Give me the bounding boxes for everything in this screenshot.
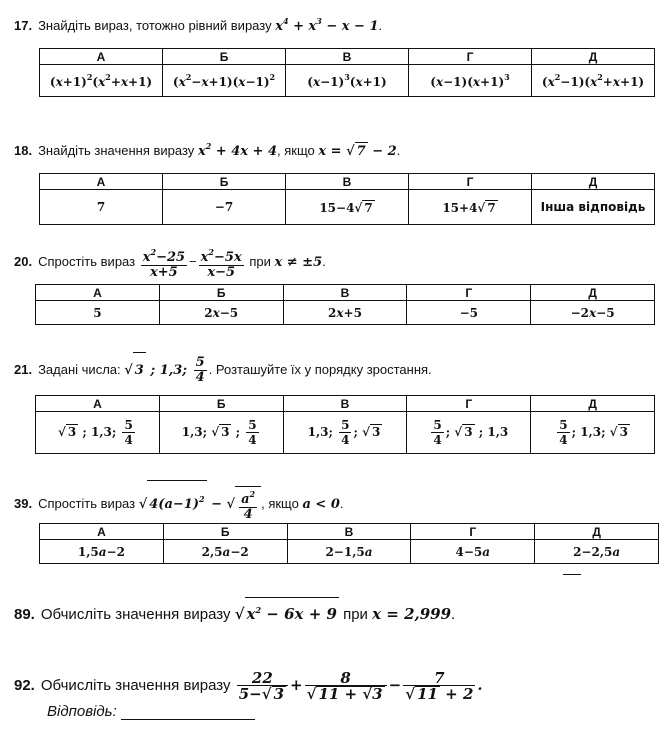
question-number: 21. [14, 362, 33, 377]
option-e: $(x^2-1)(x^2+x+1)$ [532, 65, 655, 97]
header-row [40, 174, 655, 190]
option-d-header: Г [409, 174, 532, 190]
answer-row [36, 412, 655, 454]
answer-label: Відповідь [47, 703, 113, 720]
option-b-header: Б [163, 49, 286, 65]
option-d: 15+4√ 7 [409, 190, 532, 225]
option-a: 1,5a−2 [40, 540, 164, 564]
question-21 [14, 352, 654, 389]
option-a-header: А [36, 285, 160, 301]
option-b: $(x^2-x+1)(x-1)^2$ [163, 65, 286, 97]
answer-table-18 [39, 173, 655, 225]
option-e: $\frac{5}{4}$ ; 1,3; √ 3 [531, 412, 655, 454]
answer-table-39 [39, 523, 659, 564]
option-d-header: Г [407, 285, 531, 301]
option-d: −5 [407, 301, 531, 325]
numbers: √ 3 ; 1,3; $\frac{5}{4}$ [124, 363, 208, 378]
option-b: 2,5a−2 [163, 540, 287, 564]
question-number: 92. [14, 677, 35, 694]
question-text: Знайдіть вираз, тотожно рівний виразу [38, 18, 272, 33]
question-text: Спростіть вираз [38, 496, 136, 511]
question-39: 39. Спростіть вираз √ $4(a-1)^2$ − √ $\frac{a^2}{4}$ , якщо a < 0. [14, 480, 654, 523]
option-b-header: Б [163, 174, 286, 190]
question-text: Спростіть вираз [38, 254, 136, 269]
question-text: Знайдіть значення виразу [38, 143, 195, 158]
expression: √ $x^2 - 6x + 9$ [235, 605, 339, 623]
question-text: Обчисліть значення виразу [40, 606, 231, 623]
header-row [40, 49, 655, 65]
option-e-header: Д [531, 396, 655, 412]
expression: $\frac{22}{5-√ 3}$ + $\frac{8}{√ 11 + √3}$ − $\frac{7}{√ 11 + 2}$ . [238, 669, 483, 703]
option-a-header: А [40, 49, 163, 65]
question-number: 20. [14, 254, 33, 269]
option-b-header: Б [163, 524, 287, 540]
condition-text: при [249, 254, 271, 269]
option-b: 2x−5 [159, 301, 283, 325]
fraction-2: $\frac{x^2-5x}{x-5}$ [200, 247, 242, 281]
option-e: −2x−5 [531, 301, 655, 325]
option-a: √ 3 ; 1,3; $\frac{5}{4}$ [36, 412, 160, 454]
fraction-1: $\frac{x^2-25}{x+5}$ [142, 247, 186, 281]
answer-line: Відповідь: [47, 703, 255, 720]
option-a: $(x+1)^2(x^2+x+1)$ [40, 65, 163, 97]
question-17: 17. Знайдіть вираз, тотожно рівний виразу $x^4 + x^3 - x - 1$. [14, 16, 383, 34]
condition: x = 2,999 [372, 605, 452, 623]
option-d: $\frac{5}{4}$ ; √ 3 ; 1,3 [407, 412, 531, 454]
option-c-header: В [286, 49, 409, 65]
expression: √ $4(a-1)^2$ − √ $\frac{a^2}{4}$ [139, 497, 261, 512]
answer-row [40, 190, 655, 225]
condition-text: , якщо [277, 143, 315, 158]
option-e-header: Д [531, 285, 655, 301]
condition: x ≠ ±5 [274, 255, 323, 270]
question-20: 20. Спростіть вираз $\frac{x^2-25}{x+5}$ − $\frac{x^2-5x}{x-5}$ при x ≠ ±5. [14, 247, 326, 281]
question-number: 39. [14, 496, 33, 511]
question-number: 89. [14, 606, 35, 623]
answer-row [36, 301, 655, 325]
option-e-header: Д [532, 174, 655, 190]
option-d-header: Г [407, 396, 531, 412]
header-row [36, 396, 655, 412]
answer-table-21 [35, 395, 655, 454]
option-e-header: Д [532, 49, 655, 65]
question-text: Задані числа: [38, 362, 121, 377]
question-18: 18. Знайдіть значення виразу $x^2 + 4x + 4$, якщо x = √ 7 − 2. [14, 141, 401, 159]
expression: $x^4 + x^3 - x - 1$ [275, 16, 379, 34]
option-d: 4−5a [411, 540, 535, 564]
condition-text: , якщо [261, 496, 299, 511]
option-c-header: В [283, 285, 407, 301]
question-92 [14, 663, 654, 708]
expression: $x^2 + 4x + 4$ [197, 141, 278, 159]
answer-row [40, 540, 659, 564]
header-row [36, 285, 655, 301]
answer-table-20 [35, 284, 655, 325]
answer-table-17 [39, 48, 655, 97]
option-b: −7 [163, 190, 286, 225]
stray-mark [563, 574, 581, 575]
answer-blank[interactable] [121, 705, 255, 720]
option-e: Інша відповідь [532, 190, 655, 225]
option-c: 2−1,5a [287, 540, 411, 564]
option-c-header: В [283, 396, 407, 412]
option-d: $(x-1)(x+1)^3$ [409, 65, 532, 97]
option-e-header: Д [535, 524, 659, 540]
option-e: 2−2,5a [535, 540, 659, 564]
option-b: 1,3; √ 3 ; $\frac{5}{4}$ [159, 412, 283, 454]
question-89: 89. Обчисліть значення виразу √ $x^2 - 6x + 9$ при x = 2,999. [14, 597, 654, 627]
condition: a < 0 [302, 497, 340, 512]
option-d-header: Г [409, 49, 532, 65]
question-text: Обчисліть значення виразу [40, 677, 231, 694]
option-a-header: А [40, 174, 163, 190]
option-c: 15−4√ 7 [286, 190, 409, 225]
option-c-header: В [287, 524, 411, 540]
option-a: 5 [36, 301, 160, 325]
condition: x = √ 7 − 2 [318, 144, 397, 159]
option-a-header: А [40, 524, 164, 540]
option-c: $(x-1)^3(x+1)$ [286, 65, 409, 97]
option-c-header: В [286, 174, 409, 190]
option-b-header: Б [159, 285, 283, 301]
option-a-header: А [36, 396, 160, 412]
option-a: 7 [40, 190, 163, 225]
option-c: 2x+5 [283, 301, 407, 325]
header-row [40, 524, 659, 540]
option-d-header: Г [411, 524, 535, 540]
option-b-header: Б [159, 396, 283, 412]
question-number: 18. [14, 143, 33, 158]
condition-text: при [343, 606, 368, 623]
option-c: 1,3; $\frac{5}{4}$ ; √ 3 [283, 412, 407, 454]
question-text-2: . Розташуйте їх у порядку зростання. [208, 362, 432, 377]
question-number: 17. [14, 18, 33, 33]
answer-row [40, 65, 655, 97]
